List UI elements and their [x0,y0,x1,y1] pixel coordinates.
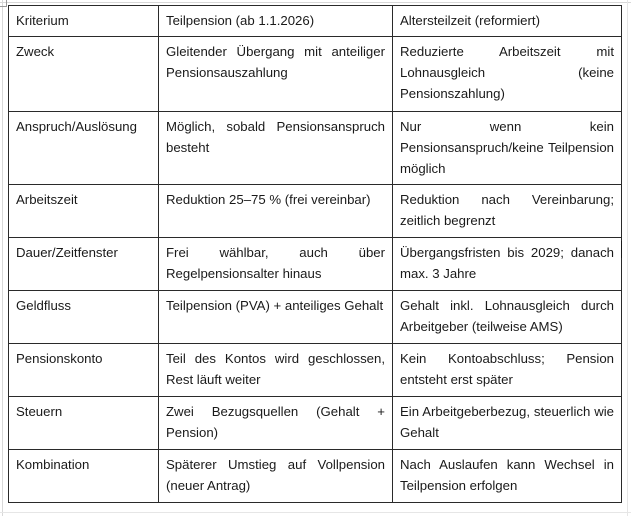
table-row [9,344,622,397]
table-cell[interactable]: Kriterium [9,6,159,37]
table-cell[interactable]: Teil des Kontos wird geschlossen, Rest läuft weiter [159,344,393,397]
table-cell[interactable]: Kombination [9,450,159,503]
table-row [9,238,622,291]
text-cursor [621,241,622,258]
table-row [9,185,622,238]
page-margin-guide-bottom [0,512,631,513]
table-cell[interactable]: Nach Auslaufen kann Wechsel in Teilpension erfolgen [393,450,622,503]
table-cell[interactable]: Geldfluss [9,291,159,344]
table-row [9,397,622,450]
table-cell[interactable]: Dauer/Zeitfenster [9,238,159,291]
table-cell[interactable]: Teilpension (PVA) + anteiliges Gehalt [159,291,393,344]
table-cell[interactable]: Reduzierte Arbeitszeit mit Lohnausgleich (keine Pensionszahlung) [393,37,622,112]
table-cell[interactable]: Reduktion 25–75 % (frei vereinbar) [159,185,393,238]
table-cell[interactable]: Gleitender Übergang mit anteiliger Pensionsauszahlung [159,37,393,112]
table-cell[interactable]: Zwei Bezugsquellen (Gehalt + Pension) [159,397,393,450]
table-row [9,291,622,344]
table-header-row [9,6,622,37]
table-cell[interactable]: Zweck [9,37,159,112]
table-row [9,37,622,112]
table-cell[interactable]: Frei wählbar, auch über Regelpensionsalter hinaus [159,238,393,291]
table-cell[interactable]: Möglich, sobald Pensionsanspruch besteht [159,112,393,185]
table-cell[interactable]: Steuern [9,397,159,450]
table-cell[interactable]: Gehalt inkl. Lohnausgleich durch Arbeitgeber (teilweise AMS) [393,291,622,344]
table-cell[interactable]: Kein Kontoabschluss; Pension entsteht erst später [393,344,622,397]
table-row [9,450,622,503]
page-margin-guide-right [627,0,628,516]
table-cell[interactable]: Teilpension (ab 1.1.2026) [159,6,393,37]
table-cell[interactable]: Pensionskonto [9,344,159,397]
page-margin-guide-top [0,2,631,3]
page-corner-mark [0,0,7,7]
table-cell[interactable]: Anspruch/Auslösung [9,112,159,185]
table-cell[interactable]: Ein Arbeitgeberbezug, steuerlich wie Gehalt [393,397,622,450]
page-margin-guide-left [2,0,3,516]
table-cell[interactable]: Arbeitszeit [9,185,159,238]
table-cell[interactable]: Altersteilzeit (reformiert) [393,6,622,37]
table-cell[interactable]: Nur wenn kein Pensionsanspruch/keine Teilpension möglich [393,112,622,185]
table-cell[interactable]: Späterer Umstieg auf Vollpension (neuer Antrag) [159,450,393,503]
comparison-table [8,5,622,503]
table-cell[interactable]: Reduktion nach Vereinbarung; zeitlich begrenzt [393,185,622,238]
table-cell[interactable]: Übergangsfristen bis 2029; danach max. 3 Jahre [393,238,622,291]
table-row [9,112,622,185]
